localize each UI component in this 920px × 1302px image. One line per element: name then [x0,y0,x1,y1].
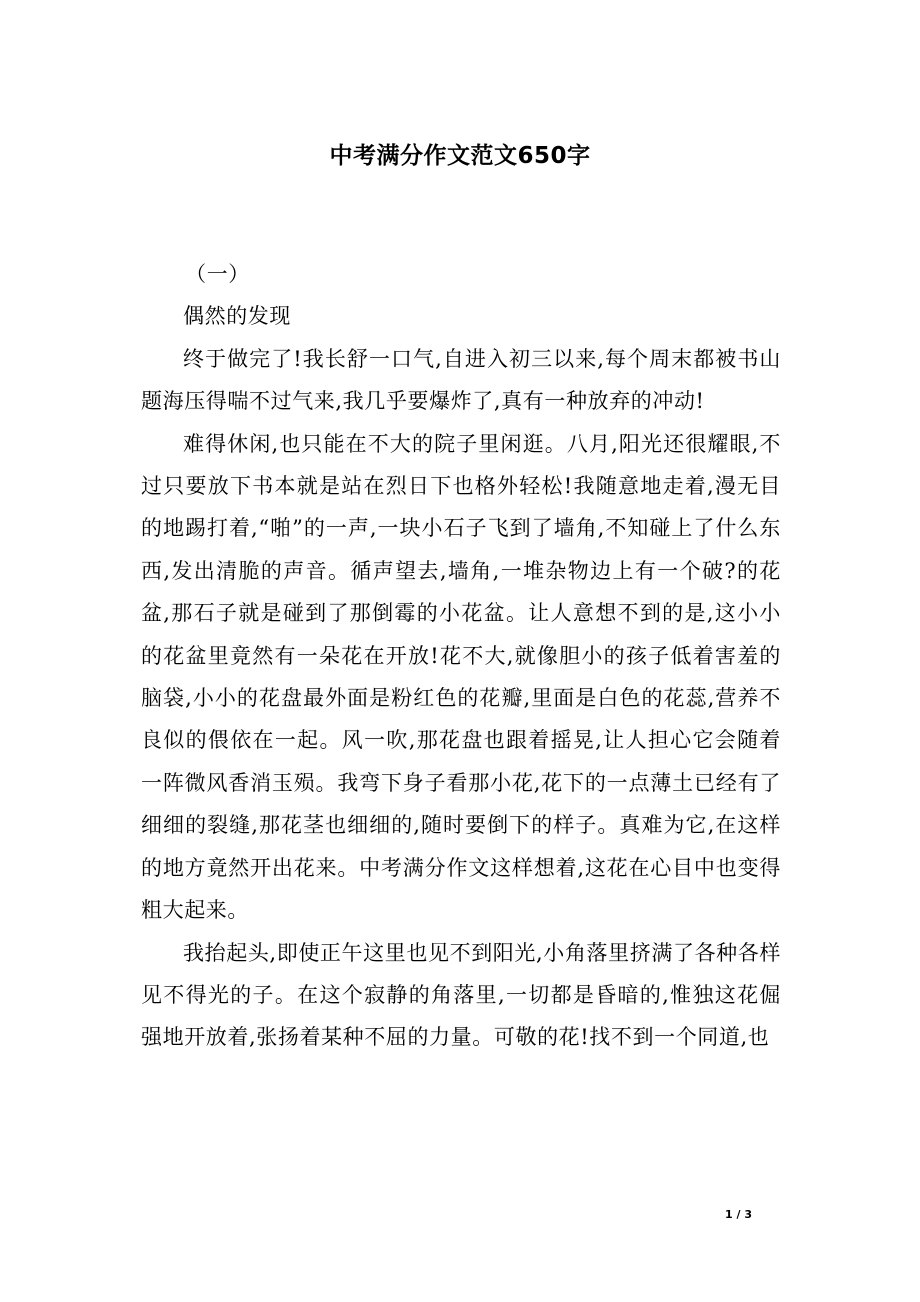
page-number: 1 / 3 [725,1208,752,1221]
document-body [141,253,781,1059]
paragraph-1: 终于做完了!我长舒一口气,自进入初三以来,每个周末都被书山题海压得喘不过气来,我几乎要爆炸了,真有一种放弃的冲动! [141,346,781,414]
paragraph-2: 难得休闲,也只能在不大的院子里闲逛。八月,阳光还很耀眼,不过只要放下书本就是站在烈日下也格外轻松!我随意地走着,漫无目的地踢打着,“啪”的一声,一块小石子飞到了墙角,不知碰上了什么东西,发出清脆的声音。循声望去,墙角,一堆杂物边上有一个破?的花盆,那石子就是碰到了那倒霉的小花盆。让人意想不到的是,这小小的花盆里竟然有一朵花在开放!花不大,就像胆小的孩子低着害羞的脑袋,小小的花盘最外面是粉红色的花瓣,里面是白色的花蕊,营养不良似的偎依在一起。风一吹,那花盘也跟着摇晃,让人担心它会随着一阵微风香消玉殒。我弯下身子看那小花,花下的一点薄土已经有了细细的裂缝,那花茎也细细的,随时要倒下的样子。真难为它,在这样的地方竟然开出花来。中考满分作文这样想着,这花在心目中也变得粗大起来。 [141,431,781,923]
document-title: 中考满分作文范文650字 [329,143,591,169]
section-number: （一） [185,262,250,286]
paragraph-3: 我抬起头,即使正午这里也见不到阳光,小角落里挤满了各种各样见不得光的子。在这个寂静的角落里,一切都是昏暗的,惟独这花倔强地开放着,张扬着某种不屈的力量。可敬的花!找不到一个同道,也 [141,940,781,1050]
essay-subtitle: 偶然的发现 [183,304,291,329]
